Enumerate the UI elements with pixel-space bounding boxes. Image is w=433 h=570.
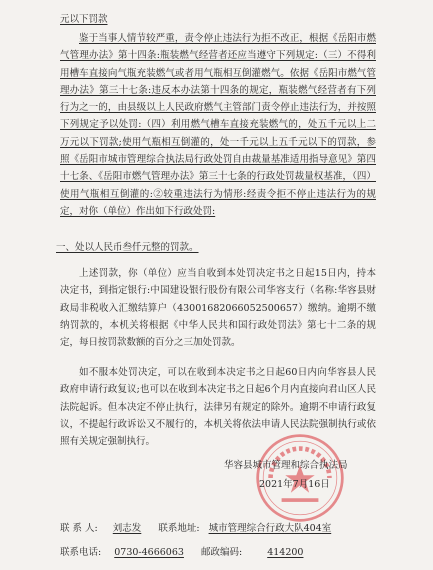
contact-person: 刘志发	[112, 523, 142, 534]
paragraph-payment: 上述罚款，你（单位）应当自收到本处罚决定书之日起15日内，持本决定书，到指定银行:中国建设银行股份有限公司华容支行（名称:华容县财政局非税收入汇缴结算户（430016820660525006​57）缴纳。逾期不缴纳罚款的，本机关将根据《中华人民共和国行政处罚法》第七十二条的规定，每日按罚款数额的百分之三加处罚款。	[60, 268, 376, 349]
contact-person-label: 联 系 人:	[60, 523, 98, 534]
contact-row-1	[60, 520, 337, 534]
contact-phone: 0730-4666063	[114, 547, 184, 558]
contact-address: 城市管理综合行政大队404室	[208, 523, 332, 534]
legal-basis-text: 鉴于当事人情节较严重，责令停止违法行为拒不改正，根据《岳阳市燃气管理办法》第十四条:瓶装燃气经营者还应当遵守下列规定:（三）不得利用槽车直接向气瓶充装燃气或者用气瓶相互倒灌燃气。依据《岳阳市燃气管理办法》第三十七条:违反本办法第十四条的规定，瓶装燃气经营者有下列行为之一的，由县级以上人民政府燃气主管部门责令停止违法行为，并按照下列规定予以处罚:（四）利用燃气槽车直接充装燃气的，处五千元以上二万元以下罚款;使用气瓶相互倒灌的，处一千元以上五千元以下的罚款，参照《岳阳市城市管理综合执法局行政处罚自由裁量基准适用指导意见》第四十七条、《岳阳市燃气管理办法》第三十七条的行政处罚裁量权基准，（四）使用气瓶相互倒灌的:②较重违法行为情形:经责令拒不停止违法行为的规定，对你（单位）作出如下行政处罚:	[60, 33, 376, 217]
contact-zip: 414200	[267, 547, 304, 558]
top-line: 元以下罚款	[60, 14, 108, 25]
penalty-item: 一、处以人民币叁仟元整的罚款。	[56, 242, 199, 253]
contact-zip-label: 邮政编码:	[200, 547, 243, 558]
contact-address-label: 联系地址:	[158, 523, 200, 534]
contact-row-2	[60, 544, 325, 558]
issuer-name: 华容县城市管理和综合执法局	[224, 460, 348, 471]
contact-phone-label: 联系电话:	[60, 547, 102, 558]
paragraph-legal-basis	[60, 30, 376, 220]
issue-date: 2021年7月16日	[259, 479, 330, 490]
paragraph-appeal: 如不服本处罚决定，可以在收到本决定书之日起60日内向华容县人民政府申请行政复议;也可以在收到本决定书之日起6个月内直接向君山区人民法院起诉。但本决定不停止执行，法律另有规定的除外。逾期不申请行政复议，不提起行政诉讼又不履行的，本机关将依法申请人民法院强制执行或依照有关规定强制执行。	[60, 367, 376, 448]
